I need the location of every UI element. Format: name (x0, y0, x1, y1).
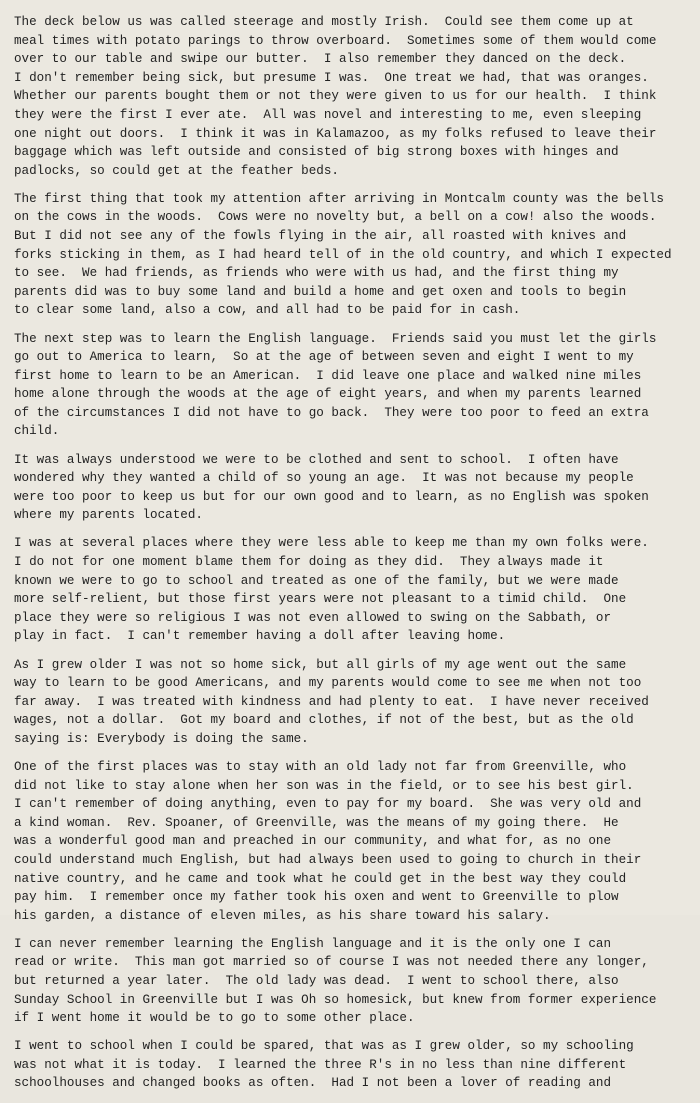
text-line: on the cows in the woods. Cows were no novelty but, a bell on a cow! also the woods. (14, 210, 657, 225)
text-line: saying is: Everybody is doing the same. (14, 731, 309, 746)
text-line: Sunday School in Greenville but I was Oh so homesick, but knew from former experience (14, 992, 657, 1007)
text-line: far away. I was treated with kindness and had plenty to eat. I have never received (14, 694, 649, 709)
text-line: first home to learn to be an American. I did leave one place and walked nine miles (14, 368, 642, 383)
text-line: play in fact. I can't remember having a doll after leaving home. (14, 629, 506, 644)
text-line: a kind woman. Rev. Spoaner, of Greenville, was the means of my going there. He (14, 815, 619, 830)
paragraph (14, 190, 698, 320)
paragraph (14, 758, 698, 925)
text-line: I was at several places where they were less able to keep me than my own folks were. (14, 536, 649, 551)
text-line: The first thing that took my attention after arriving in Montcalm county was the bells (14, 191, 664, 206)
text-line: they were the first I ever ate. All was novel and interesting to me, even sleeping (14, 107, 642, 122)
text-line: were too poor to keep us but for our own good and to learn, as no English was spoken (14, 489, 649, 504)
text-line: one night out doors. I think it was in Kalamazoo, as my folks refused to leave their (14, 126, 657, 141)
text-line: native country, and he came and took what he could get in the best way they could (14, 871, 627, 886)
text-line: read or write. This man got married so of course I was not needed there any longer, (14, 955, 649, 970)
text-line: his garden, a distance of eleven miles, as his share toward his salary. (14, 908, 551, 923)
text-line: meal times with potato parings to throw overboard. Sometimes some of them would come (14, 33, 657, 48)
text-line: of the circumstances I did not have to go back. They were too poor to feed an extra (14, 405, 649, 420)
text-line: was not what it is today. I learned the three R's in no less than nine different (14, 1057, 627, 1072)
text-line: baggage which was left outside and consisted of big strong boxes with hinges and (14, 145, 619, 160)
text-line: to clear some land, also a cow, and all had to be paid for in cash. (14, 303, 521, 318)
text-line: child. (14, 424, 60, 439)
paragraph (14, 330, 698, 442)
text-line: As I grew older I was not so home sick, but all girls of my age went out the same (14, 657, 627, 672)
text-line: wondered why they wanted a child of so young an age. It was not because my people (14, 471, 634, 486)
text-line: pay him. I remember once my father took his oxen and went to Greenville to plow (14, 890, 619, 905)
text-line: Whether our parents bought them or not they were given to us for our health. I think (14, 89, 657, 104)
text-line: But I did not see any of the fowls flying in the air, all roasted with knives and (14, 229, 627, 244)
text-line: I can never remember learning the English language and it is the only one I can (14, 936, 612, 951)
text-line: I do not for one moment blame them for doing as they did. They always made it (14, 555, 604, 570)
text-line: if I went home it would be to go to some other place. (14, 1011, 415, 1026)
paragraph (14, 935, 698, 1028)
text-line: to see. We had friends, as friends who were with us had, and the first thing my (14, 266, 619, 281)
text-line: where my parents located. (14, 508, 203, 523)
paragraph (14, 13, 698, 180)
text-line: The deck below us was called steerage and mostly Irish. Could see them come up at (14, 15, 634, 29)
text-line: over to our table and swipe our butter. I also remember they danced on the deck. (14, 52, 627, 67)
text-line: did not like to stay alone when her son was in the field, or to see his best girl. (14, 778, 634, 793)
text-line: was a wonderful good man and preached in our community, and what for, as no one (14, 834, 612, 849)
text-line: but returned a year later. The old lady was dead. I went to school there, also (14, 974, 619, 988)
text-line: known we were to go to school and treated as one of the family, but we were made (14, 573, 619, 588)
text-line: parents did was to buy some land and build a home and get oxen and tools to begin (14, 284, 627, 299)
text-line: It was always understood we were to be clothed and sent to school. I often have (14, 452, 619, 467)
paragraph (14, 451, 698, 525)
paragraph (14, 656, 698, 749)
text-line: place they were so religious I was not even allowed to swing on the Sabbath, or (14, 610, 612, 625)
text-line: schoolhouses and changed books as often. Had I not been a lover of reading and (14, 1076, 612, 1091)
text-line: padlocks, so could get at the feather beds. (14, 163, 339, 178)
text-line: The next step was to learn the English language. Friends said you must let the girls (14, 331, 657, 346)
text-line: could understand much English, but had always been used to going to church in their (14, 852, 642, 867)
text-line: One of the first places was to stay with an old lady not far from Greenville, who (14, 759, 627, 774)
text-line: I went to school when I could be spared, that was as I grew older, so my schooling (14, 1039, 634, 1054)
text-line: go out to America to learn, So at the age of between seven and eight I went to my (14, 350, 634, 365)
paragraph (14, 1037, 698, 1093)
text-line: wages, not a dollar. Got my board and clothes, if not of the best, but as the old (14, 713, 634, 728)
text-line: forks sticking in them, as I had heard tell of in the old country, and which I expected (14, 247, 672, 262)
text-line: I can't remember of doing anything, even to pay for my board. She was very old and (14, 797, 642, 812)
paragraph (14, 534, 698, 646)
text-line: I don't remember being sick, but presume I was. One treat we had, that was oranges. (14, 70, 649, 85)
text-line: home alone through the woods at the age of eight years, and when my parents learned (14, 387, 642, 402)
document-body (14, 13, 698, 1103)
text-line: way to learn to be good Americans, and my parents would come to see me when not too (14, 676, 642, 691)
text-line: more self-relient, but those first years were not pleasant to a timid child. One (14, 592, 627, 607)
